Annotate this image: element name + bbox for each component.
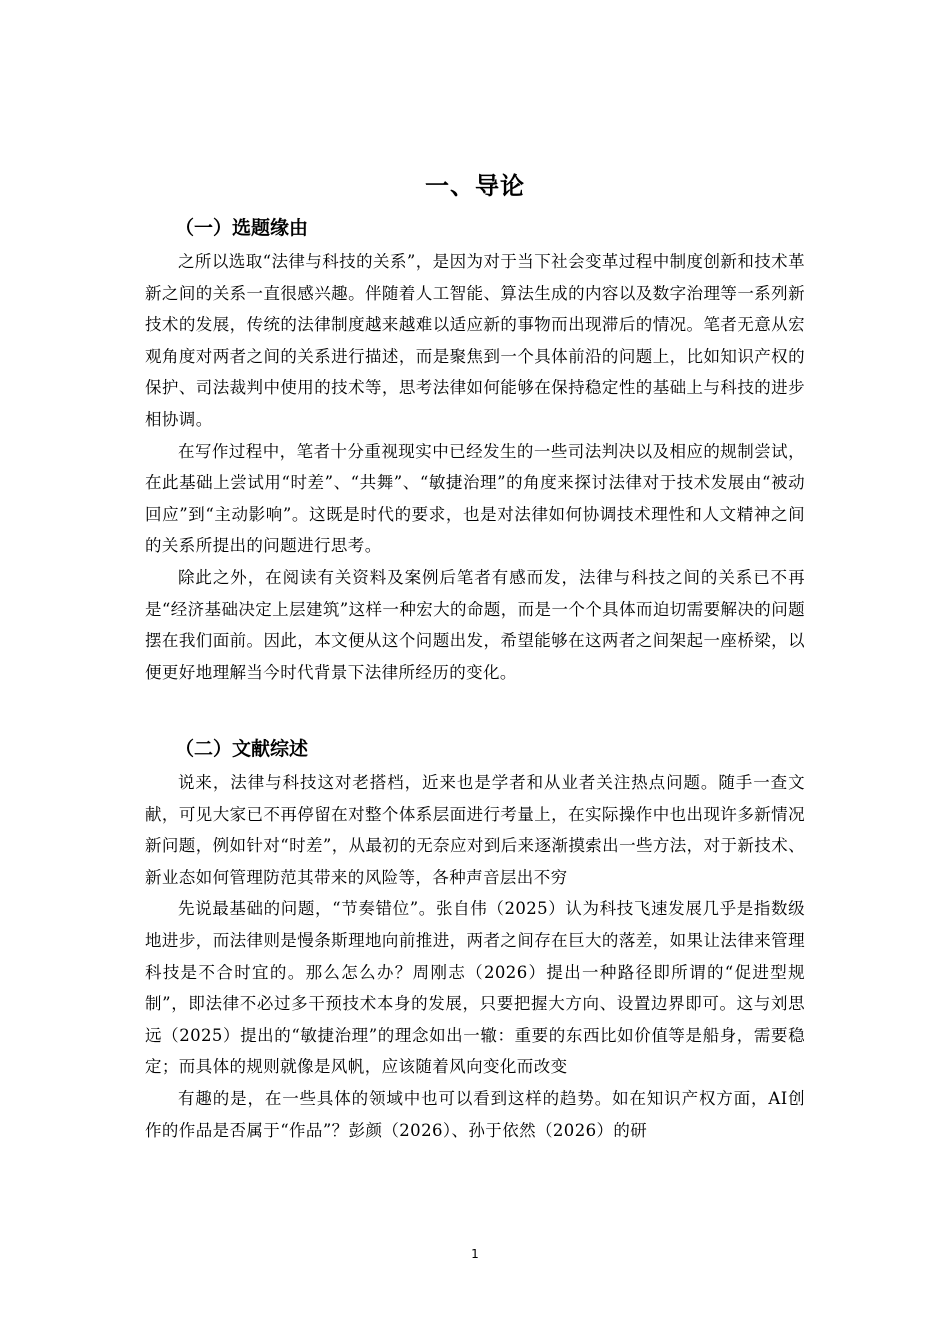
section-literature-review: [145, 736, 805, 1146]
body-paragraph: 说来，法律与科技这对老搭档，近来也是学者和从业者关注热点问题。随手一查文献，可见大家已不再停留在对整个体系层面进行考量上，在实际操作中也出现许多新情况新问题，例如针对“时差”，从最初的无奈应对到后来逐渐摸索出一些方法，对于新技术、新业态如何管理防范其带来的风险等，各种声音层出不穷: [145, 773, 805, 887]
body-paragraph: 有趣的是，在一些具体的领域中也可以看到这样的趋势。如在知识产权方面，AI创作的作品是否属于“作品”？彭颜（2026）、孙于依然（2026）的研: [145, 1088, 805, 1140]
section-topic-rationale: [145, 215, 805, 688]
body-paragraph: 先说最基础的问题，“节奏错位”。张自伟（2025）认为科技飞速发展几乎是指数级地进步，而法律则是慢条斯理地向前推进，两者之间存在巨大的落差，如果让法律来管理科技是不合时宜的。那么怎么办？周刚志（2026）提出一种路径即所谓的“促进型规制”，即法律不必过多干预技术本身的发展，只要把握大方向、设置边界即可。这与刘思远（2025）提出的“敏捷治理”的理念如出一辙：重要的东西比如价值等是船身，需要稳定；而具体的规则就像是风帆，应该随着风向变化而改变: [145, 899, 805, 1077]
section-heading: （一）选题缘由: [175, 217, 309, 239]
chapter-title: 一、导论: [425, 172, 525, 200]
page-number: 1: [471, 1247, 479, 1261]
body-paragraph: 在写作过程中，笔者十分重视现实中已经发生的一些司法判决以及相应的规制尝试，在此基础上尝试用“时差”、“共舞”、“敏捷治理”的角度来探讨法律对于技术发展由“被动回应”到“主动影响”。这既是时代的要求，也是对法律如何协调技术理性和人文精神之间的关系所提出的问题进行思考。: [145, 441, 805, 556]
body-paragraph: 之所以选取“法律与科技的关系”，是因为对于当下社会变革过程中制度创新和技术革新之间的关系一直很感兴趣。伴随着人工智能、算法生成的内容以及数字治理等一系列新技术的发展，传统的法律制度越来越难以适应新的事物而出现滞后的情况。笔者无意从宏观角度对两者之间的关系进行描述，而是聚焦到一个具体前沿的问题上，比如知识产权的保护、司法裁判中使用的技术等，思考法律如何能够在保持稳定性的基础上与科技的进步相协调。: [145, 252, 805, 429]
section-heading: （二）文献综述: [175, 738, 309, 760]
body-paragraph: 除此之外，在阅读有关资料及案例后笔者有感而发，法律与科技之间的关系已不再是“经济基础决定上层建筑”这样一种宏大的命题，而是一个个具体而迫切需要解决的问题摆在我们面前。因此，本文便从这个问题出发，希望能够在这两者之间架起一座桥梁，以便更好地理解当今时代背景下法律所经历的变化。: [145, 567, 805, 682]
